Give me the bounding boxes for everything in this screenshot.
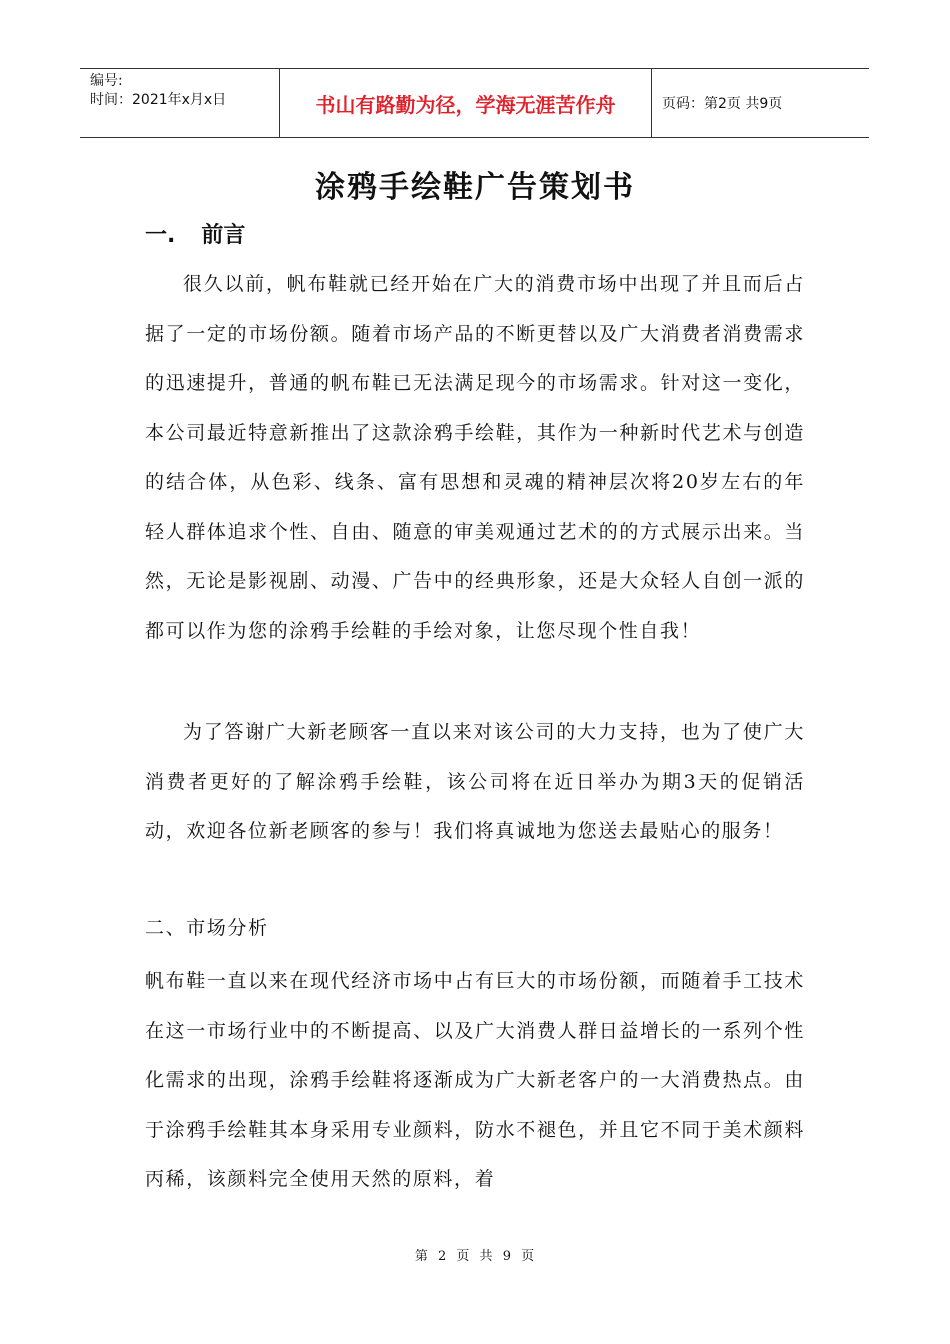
paragraph: 为了答谢广大新老顾客一直以来对该公司的大力支持，也为了使广大消费者更好的了解涂鸦手绘鞋，该公司将在近日举办为期3天的促销活动，欢迎各位新老顾客的参与！我们将真诚地为您送去最贴心的服务！ xyxy=(145,721,805,842)
paragraph: 帆布鞋一直以来在现代经济市场中占有巨大的市场份额，而随着手工技术在这一市场行业中的不断提高、以及广大消费人群日益增长的一系列个性化需求的出现，涂鸦手绘鞋将逐渐成为广大新老客户的一大消费热点。由于涂鸦手绘鞋其本身采用专业颜料，防水不褪色，并且它不同于美术颜料丙稀，该颜料完全使用天然的原料，着 xyxy=(145,970,805,1190)
document-title: 涂鸦手绘鞋广告策划书 xyxy=(315,170,635,205)
number-label: 编号: xyxy=(90,73,123,89)
section-number: 一. xyxy=(145,223,176,248)
header-motto: 书山有路勤为径，学海无涯苦作舟 xyxy=(280,69,652,137)
section-heading-text: 前言 xyxy=(201,223,246,248)
paragraph: 很久以前，帆布鞋就已经开始在广大的消费市场中出现了并且而后占据了一定的市场份额。随着市场产品的不断更替以及广大消费者消费需求的迅速提升，普通的帆布鞋已无法满足现今的市场需求。针对这一变化，本公司最近特意新推出了这款涂鸦手绘鞋，其作为一种新时代艺术与创造的结合体，从色彩、线条、富有思想和灵魂的精神层次将20岁左右的年轻人群体追求个性、自由、随意的审美观通过艺术的的方式展示出来。当然，无论是影视剧、动漫、广告中的经典形象，还是大众轻人自创一派的都可以作为您的涂鸦手绘鞋的手绘对象，让您尽现个性自我！ xyxy=(145,273,805,642)
section-heading-market-analysis: 二、市场分析 xyxy=(145,917,269,939)
time-label: 时间：2021年x月x日 xyxy=(90,92,227,108)
page-header xyxy=(80,68,869,138)
header-page-number: 页码：第2页 共9页 xyxy=(662,96,783,112)
section-heading-preface xyxy=(145,218,245,249)
header-meta xyxy=(80,69,280,137)
page-footer: 第 2 页 共 9 页 xyxy=(414,1249,536,1264)
